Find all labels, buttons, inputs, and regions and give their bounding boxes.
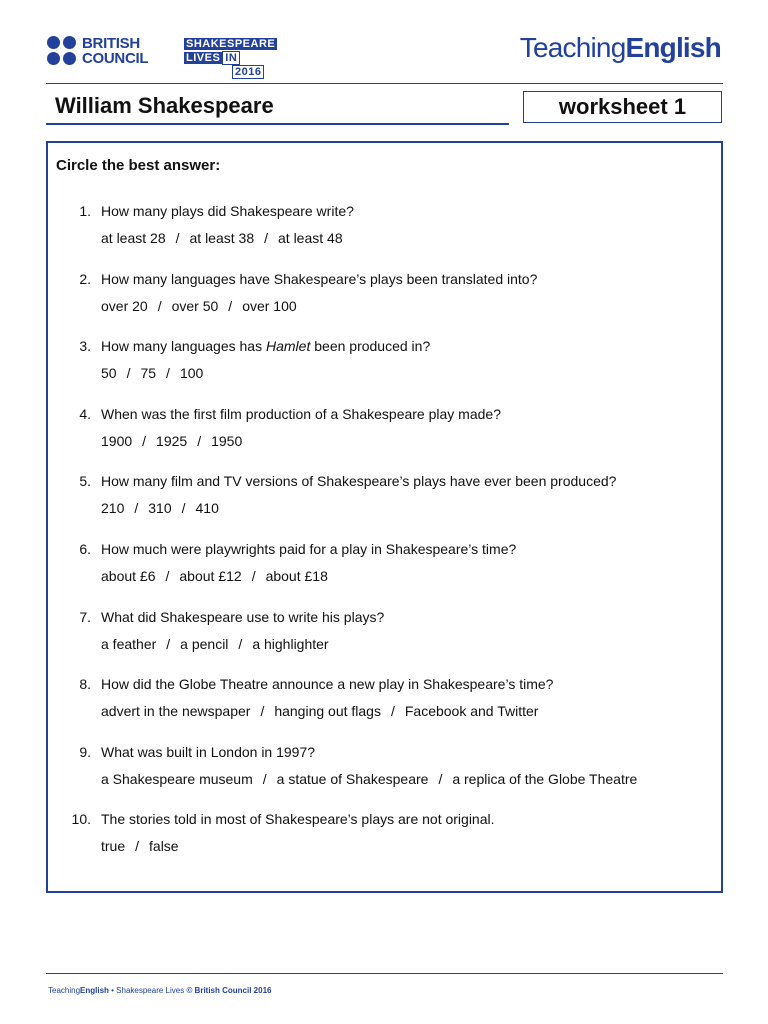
page-title: William Shakespeare <box>55 93 274 118</box>
question-number: 3. <box>79 338 91 355</box>
answer-option[interactable]: a replica of the Globe Theatre <box>452 770 638 787</box>
question-text: How many languages have Shakespeare’s plays been translated into? <box>101 270 538 287</box>
question-number: 9. <box>79 743 91 760</box>
british-council-logo <box>47 36 162 68</box>
option-separator: / <box>251 568 256 584</box>
shakespeare-lives-line1: SHAKESPEARE <box>186 38 276 50</box>
answer-option[interactable]: over 100 <box>242 297 297 314</box>
answer-option[interactable]: false <box>149 838 179 855</box>
option-separator: / <box>166 635 171 652</box>
shakespeare-lives-logo <box>184 38 306 80</box>
option-separator: / <box>262 770 267 787</box>
answer-option[interactable]: 210 <box>101 500 125 517</box>
answer-options <box>101 500 219 516</box>
question-text: What was built in London in 1997? <box>101 743 316 760</box>
answer-option[interactable]: a Shakespeare museum <box>101 770 253 787</box>
question-number: 2. <box>79 270 91 287</box>
shakespeare-lives-line2a: LIVES <box>186 52 221 64</box>
question-text: What did Shakespeare use to write his plays? <box>101 608 385 625</box>
answer-options <box>101 703 538 719</box>
question-item <box>48 541 721 601</box>
question-number: 5. <box>79 473 91 490</box>
question-text <box>101 338 430 354</box>
answer-option[interactable]: 100 <box>179 365 204 382</box>
british-council-dots-icon <box>47 36 77 66</box>
question-number: 1. <box>79 203 91 219</box>
instruction: Circle the best answer: <box>56 157 221 174</box>
question-number: 8. <box>79 676 91 693</box>
answer-option[interactable]: true <box>101 838 126 855</box>
answer-option[interactable]: 50 <box>101 365 117 382</box>
question-item <box>48 271 721 331</box>
question-item <box>48 744 721 804</box>
answer-option[interactable]: at least 48 <box>278 230 343 246</box>
question-number: 7. <box>79 608 91 625</box>
answer-option[interactable]: 310 <box>148 500 172 517</box>
answer-option[interactable]: 75 <box>140 365 157 382</box>
option-separator: / <box>181 500 186 517</box>
option-separator: / <box>134 500 139 517</box>
answer-option[interactable]: 1900 <box>101 432 133 449</box>
question-text-part: How many languages has <box>101 338 266 355</box>
answer-option[interactable]: at least 38 <box>189 230 255 246</box>
question-text-italic: Hamlet <box>266 338 311 355</box>
option-separator: / <box>228 297 233 314</box>
answer-option[interactable]: at least 28 <box>101 230 166 246</box>
answer-options <box>101 298 297 314</box>
answer-option[interactable]: a pencil <box>180 635 229 652</box>
question-item <box>48 676 721 736</box>
option-separator: / <box>264 230 268 246</box>
answer-option[interactable]: 410 <box>195 500 219 517</box>
question-text: How many film and TV versions of Shakespeare’s plays have ever been produced? <box>101 473 617 490</box>
question-number: 6. <box>79 541 91 557</box>
worksheet-label: worksheet 1 <box>558 94 687 119</box>
option-separator: / <box>165 568 170 584</box>
question-text: When was the first film production of a Shakespeare play made? <box>101 405 501 422</box>
question-item <box>48 811 721 871</box>
answer-option[interactable]: a feather <box>101 635 157 652</box>
question-number: 10. <box>71 811 91 828</box>
title-box <box>46 91 509 125</box>
answer-option[interactable]: over 20 <box>101 297 148 314</box>
question-text: How much were playwrights paid for a play in Shakespeare’s time? <box>101 541 517 557</box>
answer-option[interactable]: 1925 <box>156 432 188 449</box>
answer-option[interactable]: about £18 <box>265 568 328 584</box>
answer-options <box>101 636 329 652</box>
footer-divider <box>46 973 723 974</box>
british-council-wordmark: BRITISH COUNCIL <box>82 35 149 67</box>
answer-option[interactable]: hanging out flags <box>274 703 381 720</box>
answer-option[interactable]: about £6 <box>101 568 156 584</box>
shakespeare-lives-year: 2016 <box>232 65 264 79</box>
question-number: 4. <box>79 405 91 422</box>
question-item <box>48 406 721 466</box>
answer-option[interactable]: 1950 <box>211 432 243 449</box>
option-separator: / <box>142 432 147 449</box>
answer-options <box>101 771 637 787</box>
answer-option[interactable]: Facebook and Twitter <box>404 703 539 720</box>
question-item <box>48 338 721 398</box>
answer-options <box>101 230 343 246</box>
answer-options <box>101 433 242 449</box>
questions-box <box>46 141 723 893</box>
answer-option[interactable]: about £12 <box>179 568 242 584</box>
option-separator: / <box>175 230 180 246</box>
option-separator: / <box>390 703 395 720</box>
teaching-english-logo: TeachingEnglish <box>519 32 721 63</box>
question-text-part: been produced in? <box>310 338 431 355</box>
answer-options <box>101 838 179 854</box>
question-item <box>48 609 721 669</box>
worksheet-box <box>523 91 722 123</box>
shakespeare-lives-line2b: IN <box>222 51 240 65</box>
answer-options <box>101 365 203 381</box>
question-text: The stories told in most of Shakespeare’s plays are not original. <box>101 811 495 828</box>
option-separator: / <box>260 703 265 720</box>
option-separator: / <box>126 365 131 382</box>
option-separator: / <box>157 297 162 314</box>
question-item <box>48 473 721 533</box>
option-separator: / <box>135 838 140 855</box>
answer-option[interactable]: over 50 <box>171 297 219 314</box>
option-separator: / <box>197 432 202 449</box>
option-separator: / <box>238 635 243 652</box>
answer-options <box>101 568 328 584</box>
answer-option[interactable]: a highlighter <box>252 635 329 652</box>
option-separator: / <box>438 770 443 787</box>
question-text: How did the Globe Theatre announce a new play in Shakespeare’s time? <box>101 676 554 693</box>
footer: TeachingEnglish • Shakespeare Lives © British Council 2016 <box>48 986 272 995</box>
answer-option[interactable]: a statue of Shakespeare <box>276 770 429 787</box>
header-divider <box>46 83 723 84</box>
answer-option[interactable]: advert in the newspaper <box>101 703 251 720</box>
question-text: How many plays did Shakespeare write? <box>101 203 354 219</box>
question-item <box>48 203 721 263</box>
option-separator: / <box>166 365 170 382</box>
